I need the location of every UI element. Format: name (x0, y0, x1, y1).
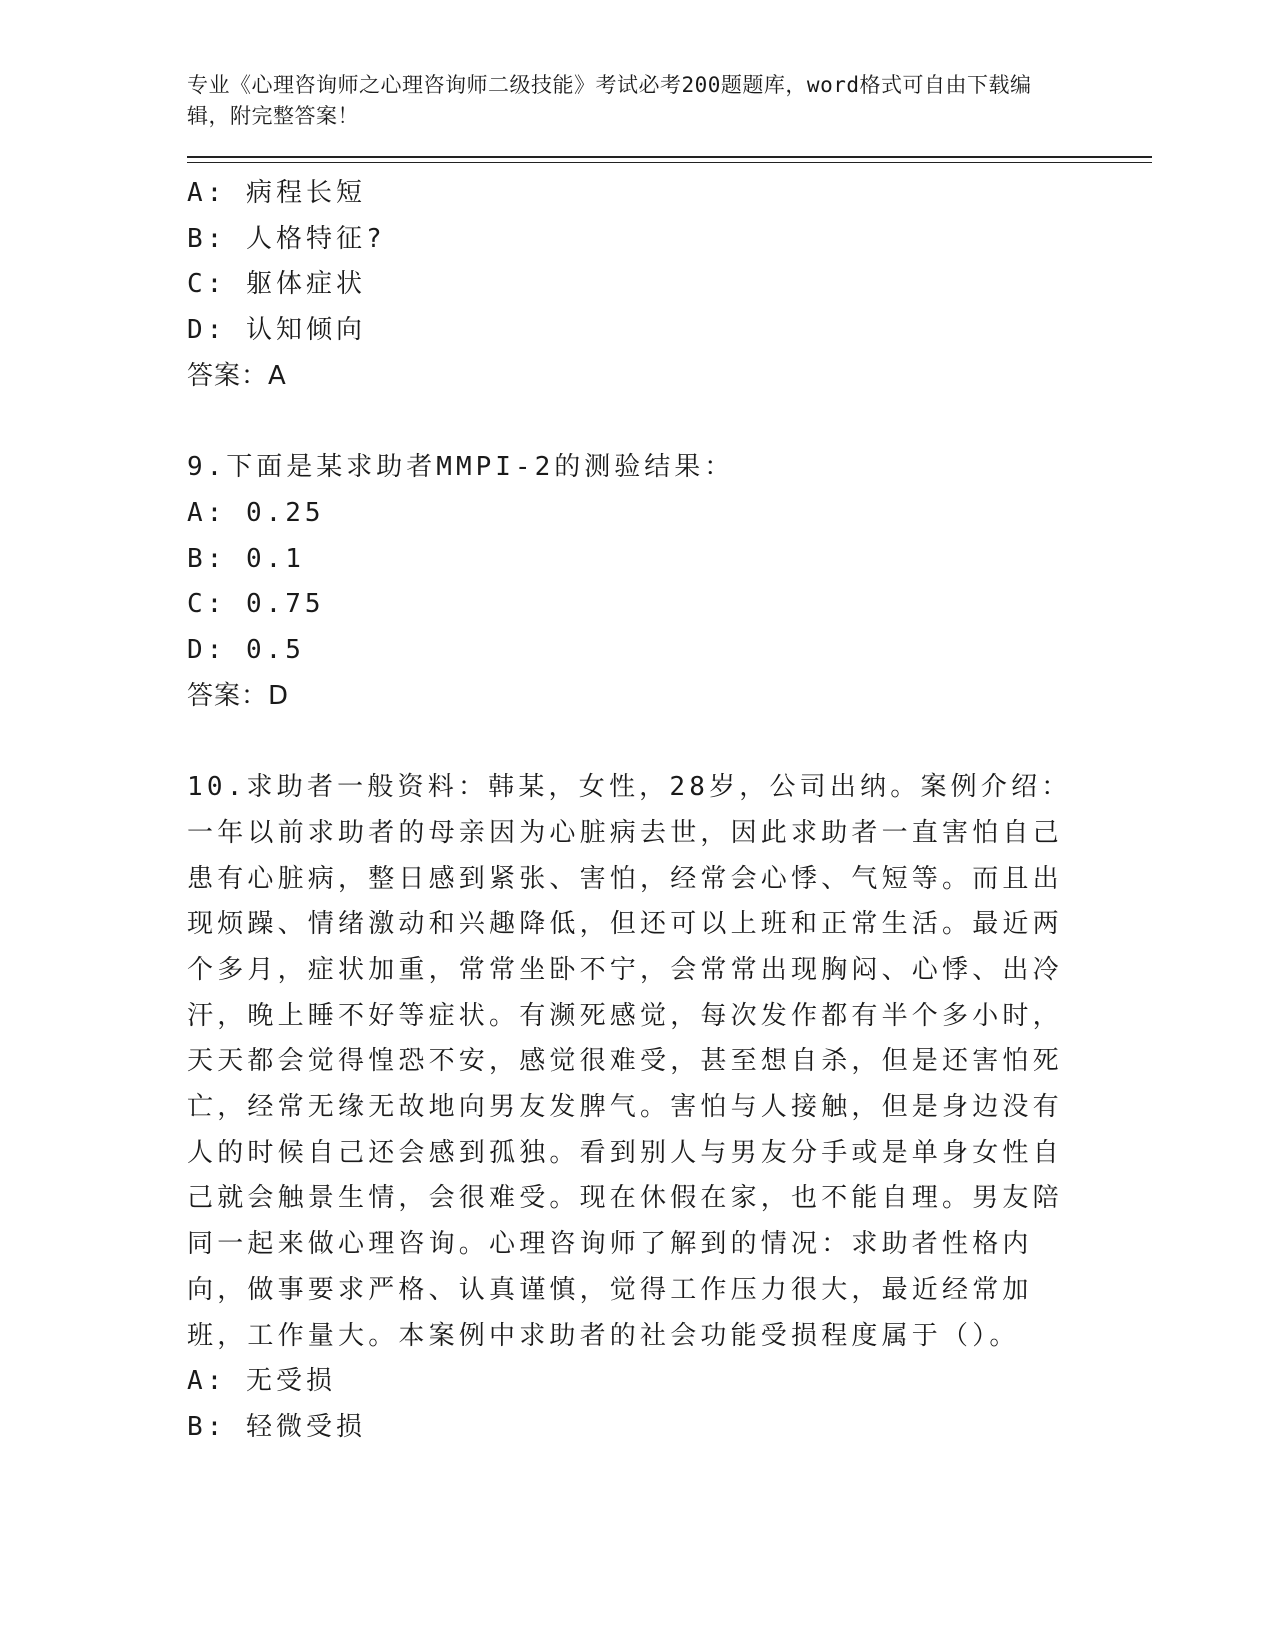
option-d: D: 认知倾向 (187, 315, 366, 346)
option-a: A: 无受损 (187, 1366, 336, 1397)
option-a: A: 0.25 (187, 497, 325, 528)
question-stem: 10.求助者一般资料：韩某，女性，28岁，公司出纳。案例介绍：一年以前求助者的母亲因为心脏病去世，因此求助者一直害怕自己患有心脏病，整日感到紧张、害怕，经常会心悸、气短等。而且出现烦躁、情绪激动和兴趣降低，但还可以上班和正常生活。最近两个多月，症状加重，常常坐卧不宁，会常常出现胸闷、心悸、出冷汗，晚上睡不好等症状。有濒死感觉，每次发作都有半个多小时，天天都会觉得惶恐不安，感觉很难受，甚至想自杀，但是还害怕死亡，经常无缘无故地向男友发脾气。害怕与人接触，但是身边没有人的时候自己还会感到孤独。看到别人与男友分手或是单身女性自己就会触景生情，会很难受。现在休假在家，也不能自理。男友陪同一起来做心理咨询。心理咨询师了解到的情况：求助者性格内向，做事要求严格、认真谨慎，觉得工作压力很大，最近经常加班，工作量大。本案例中求助者的社会功能受损程度属于（）。 (187, 772, 1072, 1351)
option-a: A: 病程长短 (187, 178, 366, 208)
question-stem: 9.下面是某求助者MMPI-2的测验结果： (187, 452, 735, 483)
document-body (187, 171, 1152, 1451)
option-b: B: 0.1 (187, 543, 305, 574)
header-rule (187, 156, 1152, 163)
answer: 答案：D (187, 680, 290, 711)
option-c: C: 躯体症状 (187, 269, 366, 300)
question-9 (187, 445, 1152, 719)
question-8-tail (187, 171, 1152, 400)
answer: 答案：A (187, 360, 287, 391)
question-10 (187, 765, 1152, 1451)
option-b: B: 人格特征? (187, 223, 386, 254)
option-b: B: 轻微受损 (187, 1411, 366, 1442)
option-d: D: 0.5 (187, 635, 305, 666)
document-page (187, 70, 1152, 1451)
option-c: C: 0.75 (187, 589, 325, 620)
spacer (187, 400, 1152, 446)
document-header: 专业《心理咨询师之心理咨询师二级技能》考试必考200题题库，word格式可自由下载编辑，附完整答案！ (187, 73, 1032, 128)
spacer (187, 719, 1152, 765)
